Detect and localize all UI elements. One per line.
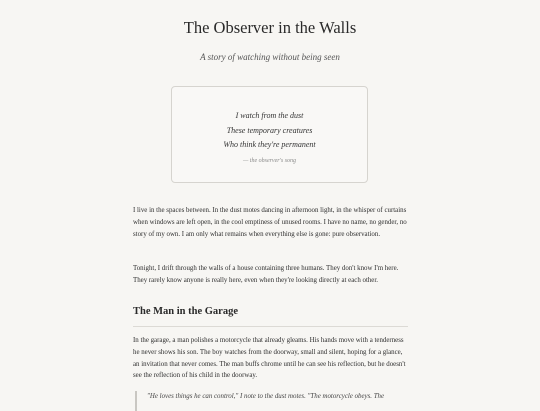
body-paragraph: In the garage, a man polishes a motorcycle that already gleams. His hands move with a tenderness he never shows his son. The boy watches from the doorway, small and silent, hoping for a glance, an invitation that never comes. The man buffs chrome until he can see his reflection, but he doesn't see the reflection of his child in the doorway. bbox=[133, 337, 406, 380]
quote-block: "He loves things he can control," I note to the dust motes. "The motorcycle obeys. The bbox=[135, 391, 408, 411]
poem-line: These temporary creatures bbox=[226, 125, 313, 135]
section-heading: The Man in the Garage bbox=[133, 306, 238, 317]
body-paragraph: I live in the spaces between. In the dust motes dancing in afternoon light, in the whisper of curtains when windows are left open, in the cool emptiness of unused rooms. I have no name, no gender, no story of my own. I am only what remains when everything else is gone: pure observation. bbox=[133, 207, 407, 238]
body-paragraph: Tonight, I drift through the walls of a house containing three humans. They don't know I'm here. They rarely know anyone is really here, even when they're looking directly at each other. bbox=[133, 265, 399, 284]
poem-attribution: — the observer's song bbox=[242, 158, 297, 164]
epigraph-box bbox=[171, 86, 368, 183]
page-title: The Observer in the Walls bbox=[183, 18, 357, 37]
poem-line: Who think they're permanent bbox=[223, 140, 316, 149]
section-divider bbox=[133, 326, 408, 327]
poem-line: I watch from the dust bbox=[235, 111, 304, 120]
page-subtitle: A story of watching without being seen bbox=[200, 52, 340, 62]
